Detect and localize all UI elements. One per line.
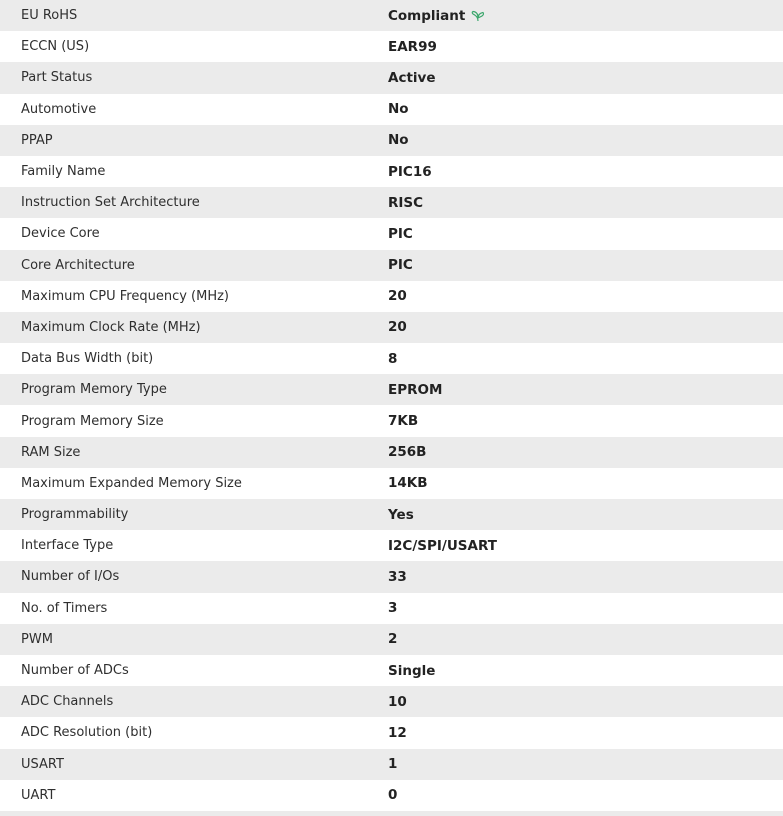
spec-value: 0 xyxy=(388,787,398,804)
spec-value: EPROM xyxy=(388,381,443,398)
spec-row xyxy=(0,624,783,655)
spec-label: Data Bus Width (bit) xyxy=(21,351,154,367)
spec-value-cell xyxy=(388,319,407,335)
spec-value: EAR99 xyxy=(388,38,437,55)
spec-value-cell xyxy=(388,569,407,585)
spec-row xyxy=(0,468,783,499)
spec-value-cell xyxy=(388,694,407,710)
spec-label: Maximum Clock Rate (MHz) xyxy=(21,319,201,335)
spec-value-cell xyxy=(388,507,414,523)
spec-label: Family Name xyxy=(21,164,106,180)
spec-row xyxy=(0,593,783,624)
spec-value: No xyxy=(388,101,409,118)
spec-label: Number of I/Os xyxy=(21,569,120,585)
spec-value-cell xyxy=(388,257,413,273)
spec-value-cell xyxy=(388,382,442,398)
spec-label: Automotive xyxy=(21,101,97,117)
spec-label: PPAP xyxy=(21,132,53,148)
spec-value: Yes xyxy=(388,506,414,523)
spec-row xyxy=(0,780,783,811)
spec-value: 20 xyxy=(388,288,407,305)
spec-value-cell xyxy=(388,195,423,211)
spec-row xyxy=(0,312,783,343)
spec-value: PIC xyxy=(388,225,413,242)
spec-row xyxy=(0,281,783,312)
spec-row xyxy=(0,749,783,780)
spec-row xyxy=(0,125,783,156)
spec-label: Maximum CPU Frequency (MHz) xyxy=(21,288,229,304)
spec-value-cell xyxy=(388,663,435,679)
spec-value: 256B xyxy=(388,444,427,461)
spec-row xyxy=(0,530,783,561)
spec-value: 14KB xyxy=(388,475,428,492)
next-row-strip xyxy=(0,811,783,816)
spec-label: EU RoHS xyxy=(21,8,78,24)
spec-row xyxy=(0,374,783,405)
spec-value: 8 xyxy=(388,350,398,367)
spec-label: Program Memory Type xyxy=(21,382,167,398)
spec-row xyxy=(0,686,783,717)
spec-row xyxy=(0,156,783,187)
spec-value: 1 xyxy=(388,756,398,773)
spec-label: Number of ADCs xyxy=(21,663,129,679)
spec-value-cell xyxy=(388,444,426,460)
spec-label: ADC Channels xyxy=(21,694,114,710)
spec-row xyxy=(0,62,783,93)
spec-value-cell xyxy=(388,8,485,24)
leaf-icon xyxy=(471,10,485,22)
spec-label: ECCN (US) xyxy=(21,39,90,55)
spec-value: RISC xyxy=(388,194,424,211)
spec-value-cell xyxy=(388,351,397,367)
spec-value-cell xyxy=(388,725,407,741)
spec-label: PWM xyxy=(21,631,53,647)
spec-value: PIC16 xyxy=(388,163,432,180)
spec-value-cell xyxy=(388,538,497,554)
spec-label: USART xyxy=(21,756,64,772)
spec-row xyxy=(0,561,783,592)
spec-value-cell xyxy=(388,600,397,616)
spec-value-cell xyxy=(388,101,409,117)
spec-row xyxy=(0,218,783,249)
spec-label: Instruction Set Architecture xyxy=(21,195,200,211)
spec-row xyxy=(0,343,783,374)
spec-value: 3 xyxy=(388,600,398,617)
spec-value: Compliant xyxy=(388,7,466,24)
spec-label: UART xyxy=(21,787,56,803)
spec-row xyxy=(0,31,783,62)
spec-row xyxy=(0,250,783,281)
spec-value: 10 xyxy=(388,693,407,710)
spec-label: Core Architecture xyxy=(21,257,135,273)
spec-value-cell xyxy=(388,288,407,304)
spec-label: Part Status xyxy=(21,70,93,86)
spec-row xyxy=(0,187,783,218)
spec-label: RAM Size xyxy=(21,444,81,460)
spec-value-cell xyxy=(388,756,397,772)
spec-value-cell xyxy=(388,226,413,242)
spec-row xyxy=(0,437,783,468)
spec-value-cell xyxy=(388,475,428,491)
spec-value: No xyxy=(388,132,409,149)
spec-row xyxy=(0,717,783,748)
spec-value-cell xyxy=(388,164,432,180)
spec-value-cell xyxy=(388,132,409,148)
spec-label: Maximum Expanded Memory Size xyxy=(21,475,242,491)
spec-value: PIC xyxy=(388,257,413,274)
spec-row xyxy=(0,499,783,530)
spec-value-cell xyxy=(388,39,437,55)
spec-label: Device Core xyxy=(21,226,100,242)
spec-row xyxy=(0,94,783,125)
spec-value: I2C/SPI/USART xyxy=(388,537,497,554)
spec-value: 7KB xyxy=(388,413,419,430)
spec-label: Program Memory Size xyxy=(21,413,164,429)
spec-value: Active xyxy=(388,69,436,86)
spec-value: 2 xyxy=(388,631,398,648)
spec-label: Programmability xyxy=(21,507,129,523)
spec-label: No. of Timers xyxy=(21,600,108,616)
spec-value-cell xyxy=(388,70,436,86)
spec-value: Single xyxy=(388,662,436,679)
spec-value-cell xyxy=(388,787,397,803)
spec-value: 33 xyxy=(388,568,407,585)
spec-row xyxy=(0,405,783,436)
spec-label: ADC Resolution (bit) xyxy=(21,725,153,741)
spec-label: Interface Type xyxy=(21,538,114,554)
spec-row xyxy=(0,655,783,686)
spec-row xyxy=(0,0,783,31)
spec-value: 20 xyxy=(388,319,407,336)
spec-value-cell xyxy=(388,631,397,647)
spec-value-cell xyxy=(388,413,418,429)
spec-value: 12 xyxy=(388,724,407,741)
